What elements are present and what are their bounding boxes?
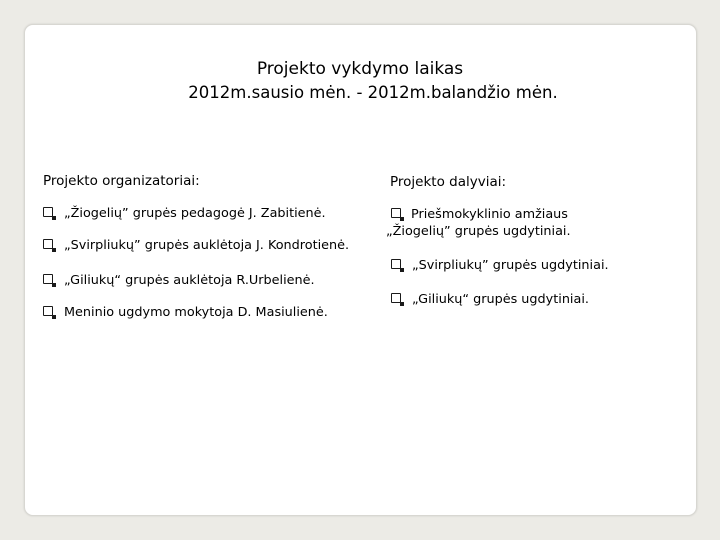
slide-title: Projekto vykdymo laikas — [256, 59, 464, 79]
organizer-text: „Giliukų“ grupės auklėtoja R.Urbelienė. — [64, 273, 315, 288]
list-item — [43, 272, 315, 289]
square-bullet-icon — [43, 207, 53, 217]
organizer-text: Meninio ugdymo mokytoja D. Masiulienė. — [64, 305, 328, 320]
participant-text: „Giliukų“ grupės ugdytiniai. — [412, 292, 589, 307]
organizer-text: „Žiogelių” grupės pedagogė J. Zabitienė. — [64, 206, 326, 221]
list-item — [43, 237, 349, 254]
organizer-text: „Svirpliukų” grupės auklėtoja J. Kondrotienė. — [64, 238, 350, 253]
square-bullet-icon — [43, 274, 53, 284]
list-item — [386, 206, 636, 240]
participant-text: Priešmokyklinio amžiaus „Žiogelių” grupės ugdytiniai. — [386, 207, 571, 239]
list-item — [43, 205, 326, 222]
organizers-heading: Projekto organizatoriai: — [43, 173, 200, 189]
list-item — [391, 291, 589, 308]
square-bullet-icon — [391, 259, 401, 269]
square-bullet-icon — [43, 239, 53, 249]
square-bullet-icon — [43, 306, 53, 316]
participant-text: „Svirpliukų” grupės ugdytiniai. — [412, 258, 609, 273]
square-bullet-icon — [391, 293, 401, 303]
slide-subtitle-dates: 2012m.sausio mėn. - 2012m.balandžio mėn. — [188, 83, 558, 102]
list-item — [43, 304, 328, 321]
participants-heading: Projekto dalyviai: — [390, 174, 507, 190]
square-bullet-icon — [391, 208, 401, 218]
list-item — [391, 257, 609, 274]
